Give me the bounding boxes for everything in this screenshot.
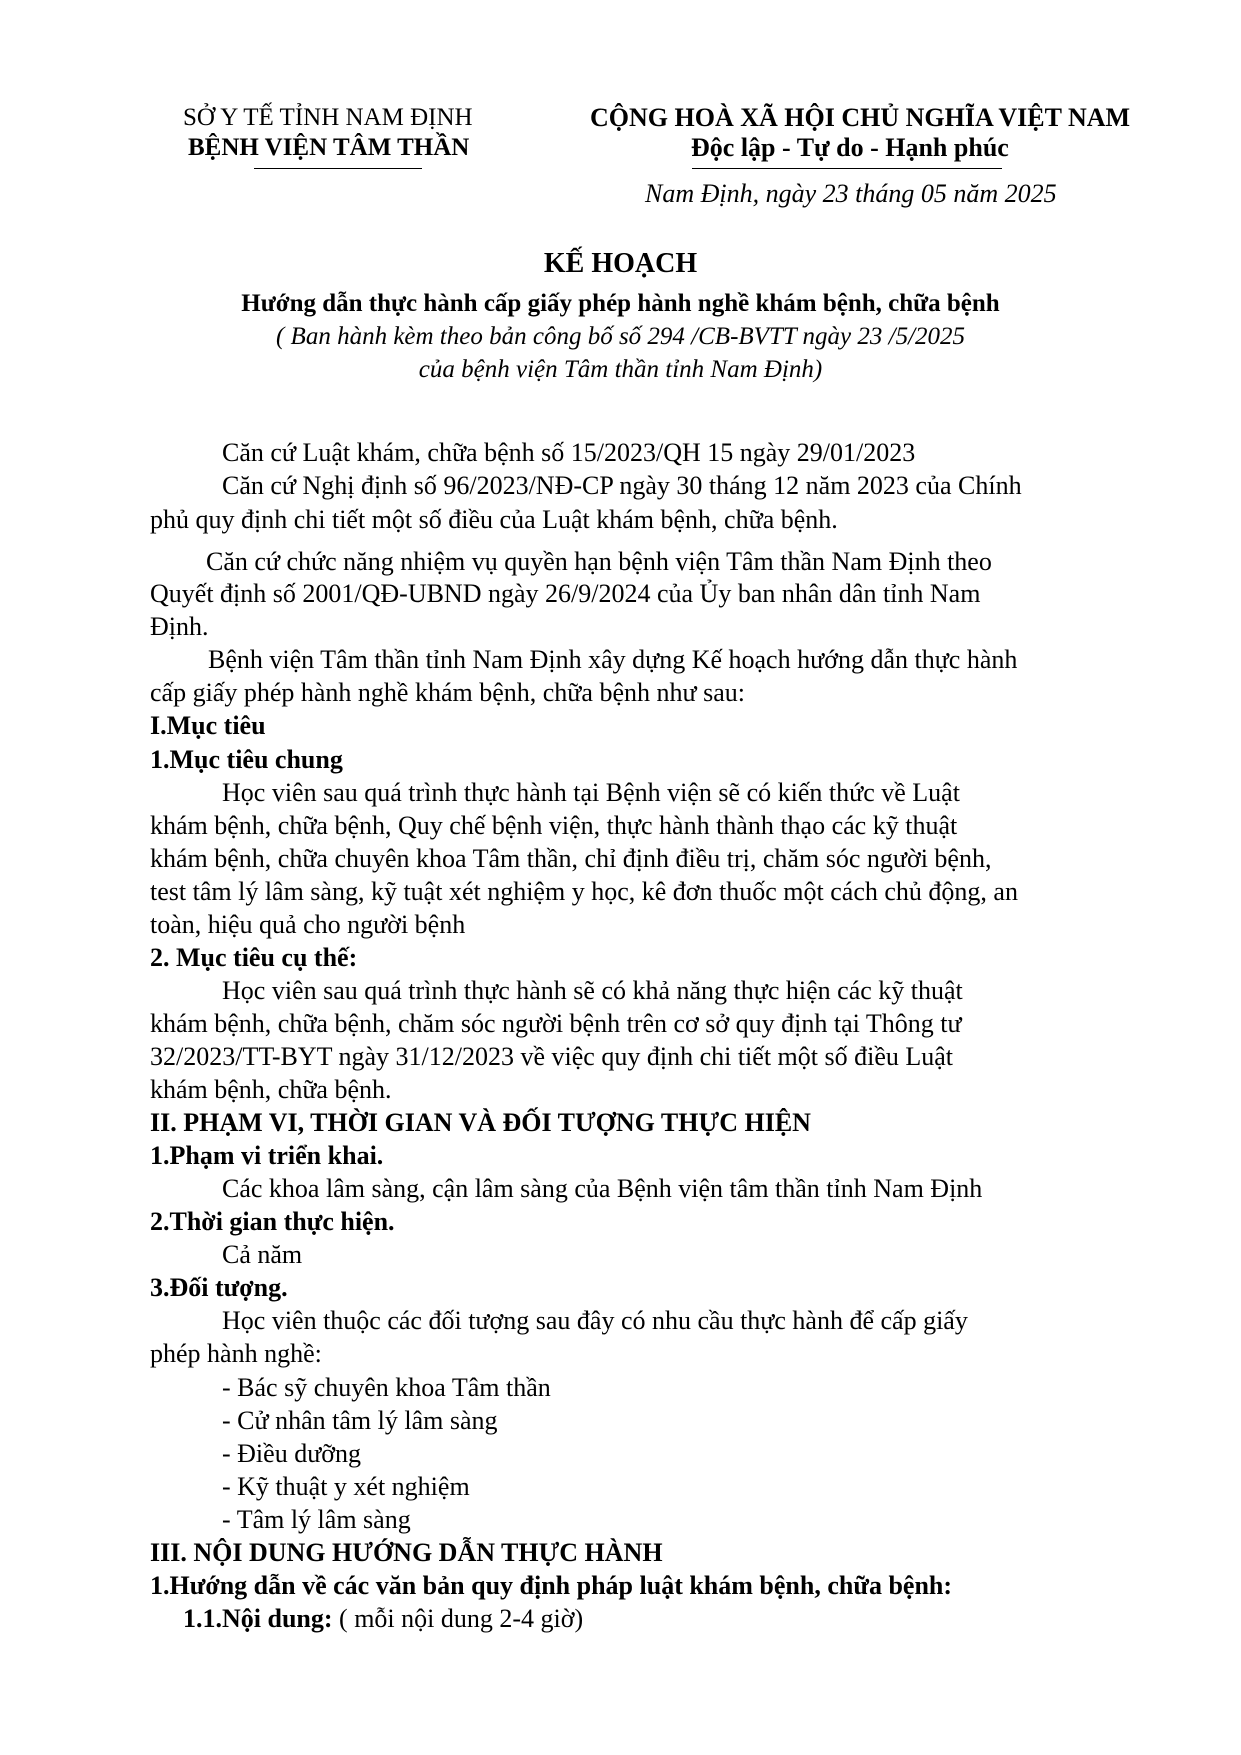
subsection-heading: 2.Thời gian thực hiện.: [150, 1207, 395, 1236]
section-heading-1: I.Mục tiêu: [150, 711, 266, 740]
list-item: - Tâm lý lâm sàng: [222, 1505, 411, 1534]
subsection-heading: 3.Đối tượng.: [150, 1273, 288, 1302]
content-heading: [183, 1604, 583, 1634]
issuance-note-line1: ( Ban hành kèm theo bản công bố số 294 /CB-BVTT ngày 23 /5/2025: [275, 323, 966, 350]
country-name: CỘNG HOÀ XÃ HỘI CHỦ NGHĨA VIỆT NAM: [590, 103, 1131, 132]
body-line: Định.: [150, 612, 209, 641]
hospital-name: BỆNH VIỆN TÂM THẦN: [188, 134, 470, 161]
subsection-heading: 1.Phạm vi triển khai.: [150, 1141, 384, 1170]
body-line: Căn cứ chức năng nhiệm vụ quyền hạn bệnh viện Tâm thần Nam Định theo: [206, 547, 992, 576]
document-title: KẾ HOẠCH: [543, 248, 698, 279]
list-item: - Bác sỹ chuyên khoa Tâm thần: [222, 1373, 551, 1402]
body-line: Căn cứ Luật khám, chữa bệnh số 15/2023/QH 15 ngày 29/01/2023: [222, 438, 916, 467]
body-line: Các khoa lâm sàng, cận lâm sàng của Bệnh viện tâm thần tỉnh Nam Định: [222, 1174, 983, 1203]
body-line: Học viên sau quá trình thực hành sẽ có khả năng thực hiện các kỹ thuật: [222, 976, 963, 1005]
body-line: Học viên sau quá trình thực hành tại Bệnh viện sẽ có kiến thức về Luật: [222, 778, 960, 807]
body-line: Căn cứ Nghị định số 96/2023/NĐ-CP ngày 30 tháng 12 năm 2023 của Chính: [222, 471, 1022, 500]
body-line: khám bệnh, chữa chuyên khoa Tâm thần, chỉ định điều trị, chăm sóc người bệnh,: [150, 844, 992, 873]
list-item: - Kỹ thuật y xét nghiệm: [222, 1472, 470, 1501]
section-heading-2: II. PHẠM VI, THỜI GIAN VÀ ĐỐI TƯỢNG THỰC HIỆN: [150, 1108, 811, 1137]
body-line: Học viên thuộc các đối tượng sau đây có nhu cầu thực hành để cấp giấy: [222, 1306, 968, 1335]
subsection-heading: 1.Hướng dẫn về các văn bản quy định pháp luật khám bệnh, chữa bệnh:: [150, 1571, 953, 1600]
body-line: test tâm lý lâm sàng, kỹ tuật xét nghiệm y học, kê đơn thuốc một cách chủ động, an: [150, 877, 1018, 906]
body-line: Cả năm: [222, 1240, 303, 1269]
body-line: phủ quy định chi tiết một số điều của Luật khám bệnh, chữa bệnh.: [150, 505, 838, 534]
list-item: - Điều dưỡng: [222, 1439, 362, 1468]
body-line: khám bệnh, chữa bệnh.: [150, 1075, 392, 1104]
body-line: phép hành nghề:: [150, 1339, 322, 1368]
list-item: - Cử nhân tâm lý lâm sàng: [222, 1406, 498, 1435]
content-heading-label: 1.1.Nội dung:: [183, 1604, 333, 1633]
hospital-name-underline: [254, 168, 422, 169]
content-heading-note: ( mỗi nội dung 2-4 giờ): [332, 1604, 584, 1633]
date-line: Nam Định, ngày 23 tháng 05 năm 2025: [645, 179, 1057, 208]
subsection-heading: 2. Mục tiêu cụ thế:: [150, 943, 358, 972]
section-heading-3: III. NỘI DUNG HƯỚNG DẪN THỰC HÀNH: [150, 1538, 663, 1567]
document-subtitle: Hướng dẫn thực hành cấp giấy phép hành nghề khám bệnh, chữa bệnh: [241, 290, 1000, 317]
body-line: Quyết định số 2001/QĐ-UBND ngày 26/9/2024 của Ủy ban nhân dân tỉnh Nam: [150, 579, 981, 608]
body-line: 32/2023/TT-BYT ngày 31/12/2023 về việc quy định chi tiết một số điều Luật: [150, 1042, 954, 1071]
body-line: Bệnh viện Tâm thần tỉnh Nam Định xây dựng Kế hoạch hướng dẫn thực hành: [208, 645, 1018, 674]
body-line: toàn, hiệu quả cho người bệnh: [150, 910, 466, 939]
body-line: cấp giấy phép hành nghề khám bệnh, chữa bệnh như sau:: [150, 678, 745, 707]
agency-name: SỞ Y TẾ TỈNH NAM ĐỊNH: [183, 104, 473, 131]
issuance-note-line2: của bệnh viện Tâm thần tỉnh Nam Định): [418, 356, 823, 383]
body-line: khám bệnh, chữa bệnh, Quy chế bệnh viện, thực hành thành thạo các kỹ thuật: [150, 811, 958, 840]
subsection-heading: 1.Mục tiêu chung: [150, 745, 343, 774]
motto-underline: [692, 168, 1002, 169]
body-line: khám bệnh, chữa bệnh, chăm sóc người bệnh trên cơ sở quy định tại Thông tư: [150, 1009, 962, 1038]
motto: Độc lập - Tự do - Hạnh phúc: [691, 133, 1009, 162]
